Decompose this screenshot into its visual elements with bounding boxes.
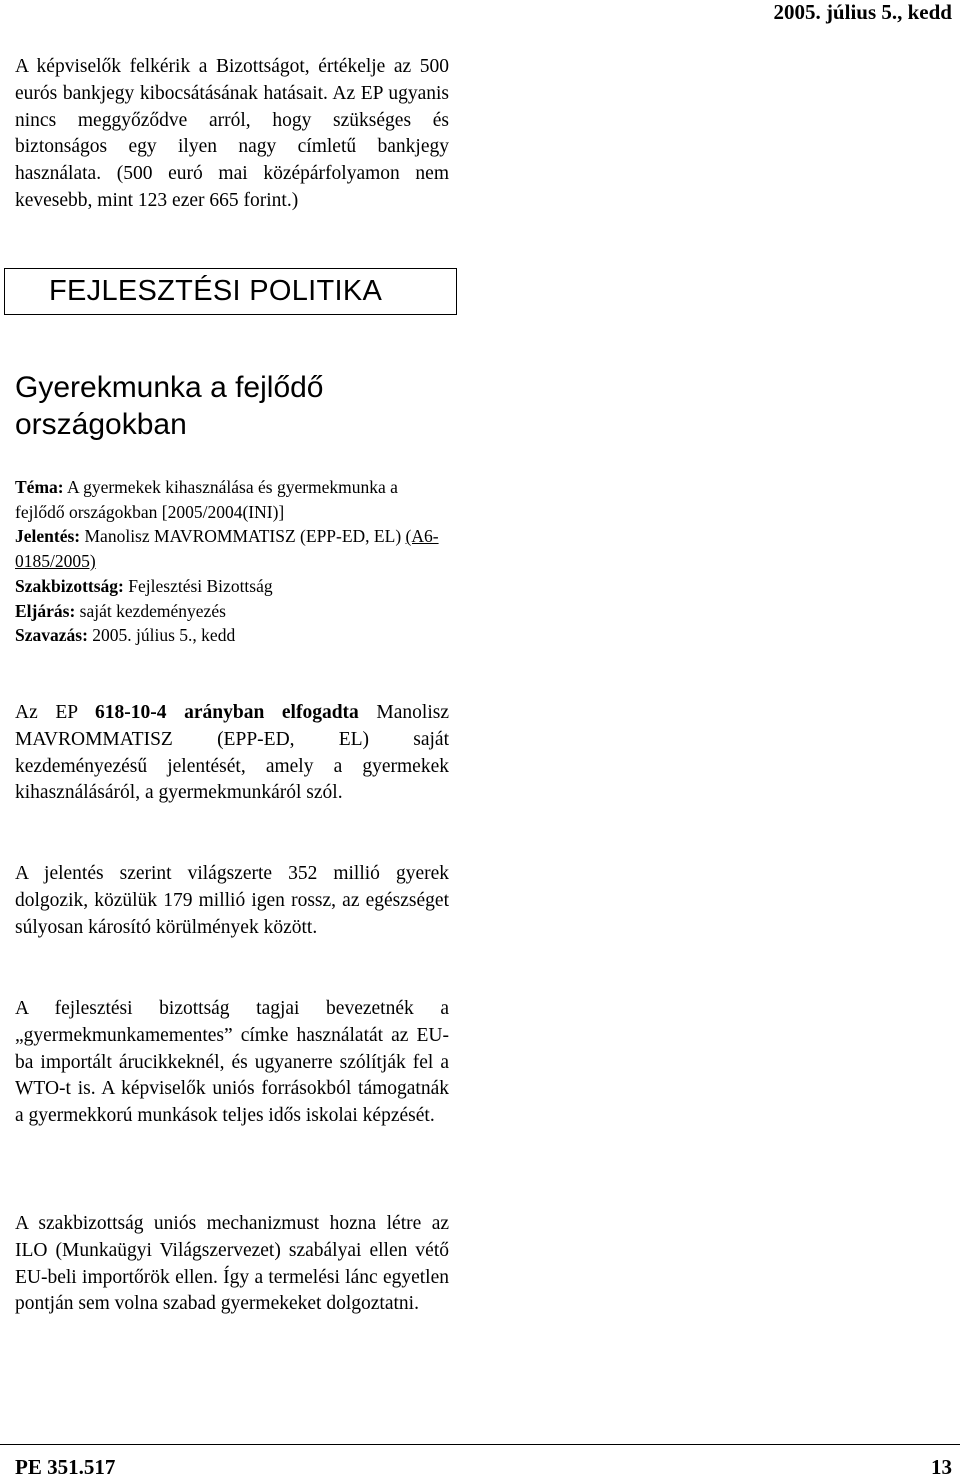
intro-paragraph: A képviselők felkérik a Bizottságot, értékelje az 500 eurós bankjegy kibocsátásának hatásait. Az EP ugyanis nincs meggyőződve arról, hogy szükséges és biztonságos egy ilyen nagy címletű bankjegy használata. (500 euró mai középárfolyamon nem kevesebb, mint 123 ezer 665 forint.): [15, 56, 449, 211]
body-paragraph-1: [15, 700, 449, 807]
meta-szavazas-value: 2005. július 5., kedd: [92, 625, 236, 646]
body-paragraph-3: A fejlesztési bizottság tagjai bevezetnék a „gyermekmunkamementes” címke használatát az EU-ba importált árucikkeknél, és ugyanerre szólítják fel a WTO-t is. A képviselők uniós forrásokból támogatnák a gyermekkorú munkások teljes idős iskolai képzését.: [15, 998, 449, 1127]
meta-eljaras-label: Eljárás:: [15, 600, 76, 621]
body-paragraph-2: A jelentés szerint világszerte 352 millió gyerek dolgozik, közülük 179 millió igen rossz, az egészséget súlyosan károsító körülmények között.: [15, 863, 449, 938]
body-paragraph-4: A szakbizottság uniós mechanizmust hozna létre az ILO (Munkaügyi Világszervezet) szabályai ellen vétő EU-beli importőrök ellen. Így a termelési lánc egyetlen pontján sem volna szabad gyermekeket dolgoztatni.: [15, 1213, 449, 1315]
header-date: 2005. július 5., kedd: [773, 0, 952, 24]
article-title: Gyerekmunka a fejlődő országokban: [15, 371, 324, 441]
meta-jelentes-label: Jelentés:: [15, 526, 81, 547]
p1-rest: (EPP-ED, EL) saját kezdeményezésű jelentését, amely a gyermekek kihasználásáról, a gyermekmunkáról szól.: [15, 728, 449, 804]
meta-tema: [15, 475, 449, 524]
meta-jelentes: [15, 524, 449, 573]
meta-szavazas: [15, 623, 449, 648]
meta-szavazas-label: Szavazás:: [15, 625, 88, 646]
footer-page-number: 13: [931, 1455, 952, 1479]
article-meta: [15, 475, 449, 648]
footer-divider: [0, 1444, 960, 1445]
meta-eljaras-value: saját kezdeményezés: [79, 600, 226, 621]
meta-szakbizottsag-value: Fejlesztési Bizottság: [128, 575, 273, 596]
meta-szakbizottsag-label: Szakbizottság:: [15, 575, 124, 596]
meta-eljaras: [15, 599, 449, 624]
meta-tema-label: Téma:: [15, 477, 64, 497]
p1-lead: Az EP: [15, 702, 78, 723]
meta-jelentes-ref-link[interactable]: (A6-0185/2005): [15, 526, 439, 572]
p1-name-first: Manolisz: [376, 702, 449, 723]
meta-tema-value: A gyermekek kihasználása és gyermekmunka a fejlődő országokban [2005/2004(INI)]: [15, 477, 398, 522]
footer-doc-ref: PE 351.517: [15, 1455, 116, 1479]
section-title-box: [4, 268, 457, 315]
p1-name-last: MAVROMMATISZ: [15, 728, 173, 750]
meta-jelentes-name-last: MAVROMMATISZ: [154, 526, 296, 547]
section-title: FEJLESZTÉSI POLITIKA: [49, 275, 383, 307]
meta-szakbizottsag: [15, 574, 449, 599]
meta-jelentes-group: (EPP-ED, EL): [300, 526, 402, 547]
meta-jelentes-name-first: Manolisz: [84, 526, 150, 547]
p1-bold: 618-10-4 arányban elfogadta: [95, 702, 359, 723]
